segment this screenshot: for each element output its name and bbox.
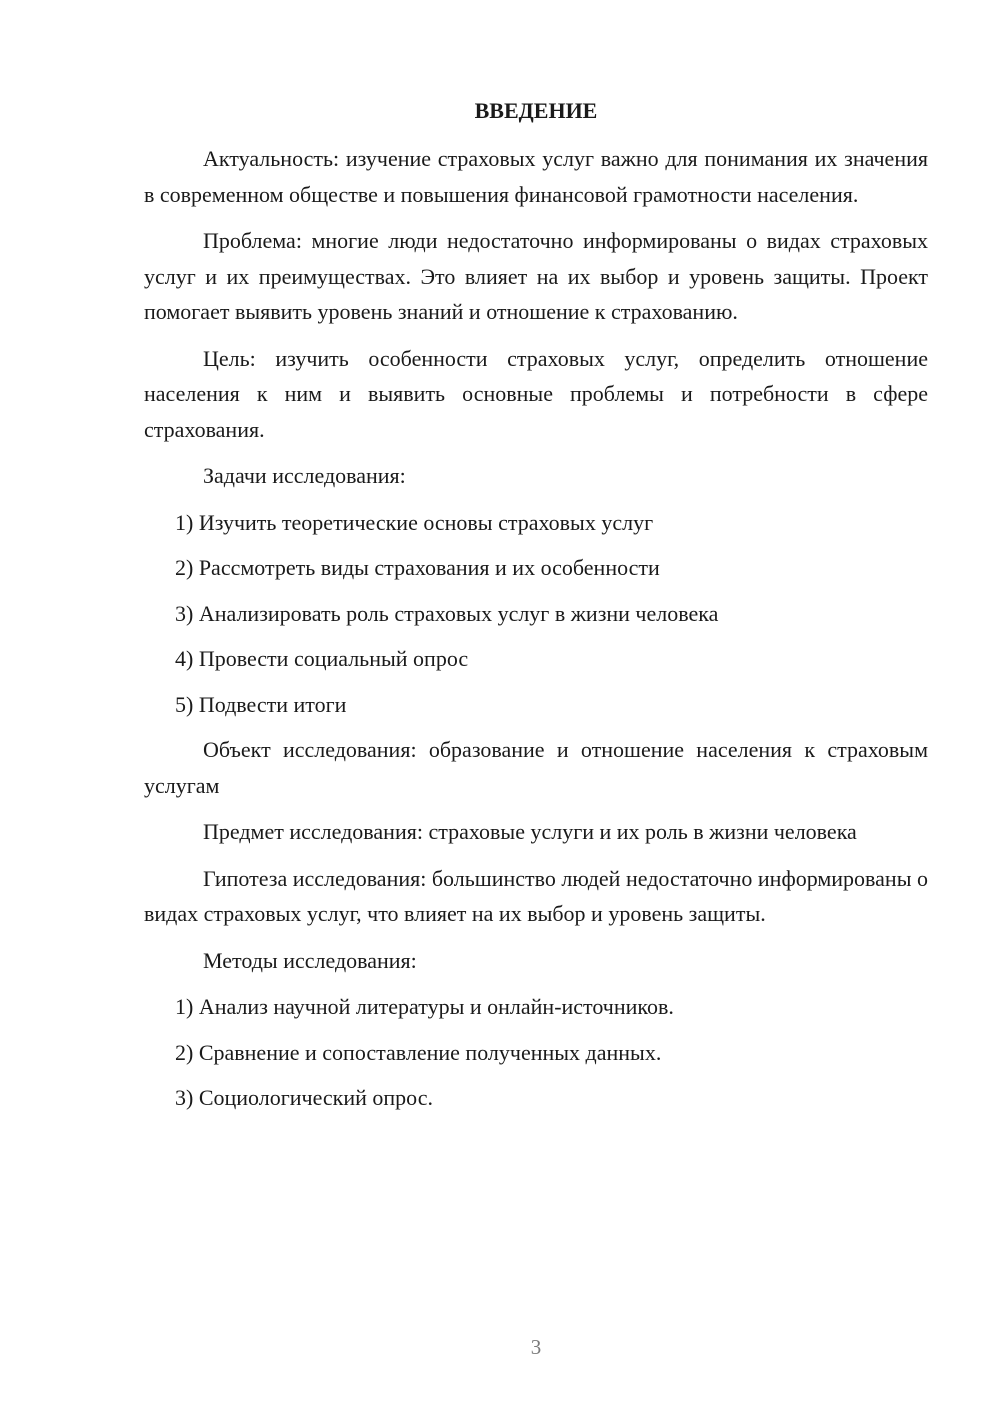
subject-paragraph: Предмет исследования: страховые услуги и их роль в жизни человека xyxy=(203,819,857,844)
methods-heading: Методы исследования: xyxy=(203,947,417,973)
methods-list xyxy=(144,989,928,1115)
document-body xyxy=(144,141,928,1126)
section-title: ВВЕДЕНИЕ xyxy=(474,98,598,123)
list-item: 4) Провести социальный опрос xyxy=(175,646,469,671)
list-item: 1) Анализ научной литературы и онлайн-источников. xyxy=(175,994,674,1019)
document-page xyxy=(144,0,928,1414)
list-item: 5) Подвести итоги xyxy=(175,691,347,717)
list-item: 2) Рассмотреть виды страхования и их особенности xyxy=(175,555,660,580)
problem-paragraph: Проблема: многие люди недостаточно информированы о видах страховых услуг и их преимуществах. Это влияет на их выбор и уровень защиты. Проект помогает выявить уровень знаний и отношение к страхованию. xyxy=(144,228,928,324)
relevance-paragraph: Актуальность: изучение страховых услуг важно для понимания их значения в современном обществе и повышения финансовой грамотности населения. xyxy=(144,146,928,207)
goal-paragraph: Цель: изучить особенности страховых услуг, определить отношение населения к ним и выявить основные проблемы и потребности в сфере страхования. xyxy=(144,345,928,442)
tasks-list xyxy=(144,505,928,722)
object-paragraph: Объект исследования: образование и отношение населения к страховым услугам xyxy=(144,737,928,798)
list-item: 2) Сравнение и сопоставление полученных данных. xyxy=(175,1039,662,1065)
list-item: 3) Социологический опрос. xyxy=(175,1085,433,1110)
page-number: 3 xyxy=(530,1335,542,1359)
list-item: 3) Анализировать роль страховых услуг в жизни человека xyxy=(175,600,719,626)
tasks-heading: Задачи исследования: xyxy=(203,463,406,488)
hypothesis-paragraph: Гипотеза исследования: большинство людей недостаточно информированы о видах страховых услуг, что влияет на их выбор и уровень защиты. xyxy=(144,865,928,926)
list-item: 1) Изучить теоретические основы страховых услуг xyxy=(175,509,654,535)
